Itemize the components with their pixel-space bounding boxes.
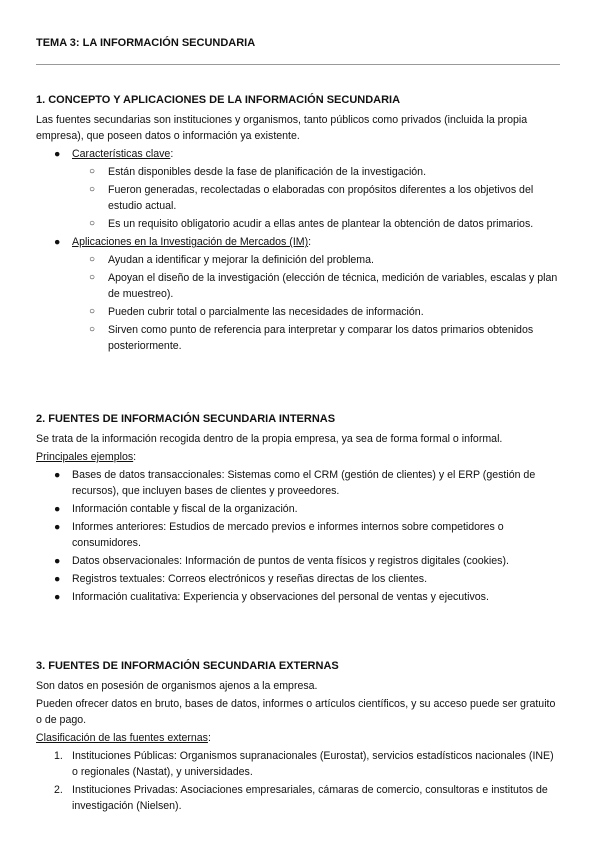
section-3-p1: Son datos en posesión de organismos ajenos a la empresa. (36, 680, 318, 692)
bullet-dot-icon: ● (54, 236, 61, 248)
list-item-text: Datos observacionales: Información de puntos de venta físicos y registros digitales (cookies). (72, 555, 509, 567)
sub-item (36, 216, 562, 232)
bullet-dot-icon: ● (54, 573, 61, 585)
sub-item-text: Ayudan a identificar y mejorar la definición del problema. (108, 254, 374, 266)
section-3-heading: 3. FUENTES DE INFORMACIÓN SECUNDARIA EXTERNAS (36, 660, 339, 672)
item-number: 2. (54, 784, 63, 796)
section-2-label: Principales ejemplos (36, 451, 134, 463)
circle-bullet-icon: ○ (89, 184, 96, 195)
bullet-suffix: : (170, 148, 174, 160)
title-divider (36, 64, 560, 65)
bullet-suffix: : (308, 236, 312, 248)
list-item-text: Informes anteriores: Estudios de mercado previos e informes internos sobre competidores o consumidores. (72, 521, 504, 549)
sub-item-text: Es un requisito obligatorio acudir a ellas antes de plantear la obtención de datos primarios. (108, 218, 534, 230)
bullet-dot-icon: ● (54, 469, 61, 481)
section-1-heading: 1. CONCEPTO Y APLICACIONES DE LA INFORMACIÓN SECUNDARIA (36, 94, 401, 106)
sub-item (36, 304, 562, 320)
list-item (36, 519, 562, 551)
section-3 (36, 658, 562, 816)
section-3-p2: Pueden ofrecer datos en bruto, bases de datos, informes o artículos científicos, y su acceso puede ser gratuito o de pago. (36, 698, 556, 726)
circle-bullet-icon: ○ (89, 324, 96, 335)
item-number: 1. (54, 750, 63, 762)
circle-bullet-icon: ○ (89, 272, 96, 283)
bullet-dot-icon: ● (54, 521, 61, 533)
circle-bullet-icon: ○ (89, 166, 96, 177)
bullet-dot-icon: ● (54, 148, 61, 160)
section-2 (36, 411, 562, 607)
numbered-item (36, 782, 562, 814)
list-item (36, 571, 562, 587)
bullet-label: Aplicaciones en la Investigación de Mercados (IM) (72, 236, 309, 248)
bullet-caracteristicas (36, 146, 562, 162)
list-item-text: Información contable y fiscal de la organización. (72, 503, 298, 515)
section-3-label-line (36, 730, 562, 746)
circle-bullet-icon: ○ (89, 306, 96, 317)
sub-item-text: Sirven como punto de referencia para interpretar y comparar los datos primarios obtenidos posteriormente. (108, 324, 534, 352)
circle-bullet-icon: ○ (89, 218, 96, 229)
section-2-intro: Se trata de la información recogida dentro de la propia empresa, ya sea de forma formal o informal. (36, 433, 503, 445)
list-item-text: Bases de datos transaccionales: Sistemas como el CRM (gestión de clientes) y el ERP (gestión de recursos), que incluyen bases de clientes y proveedores. (72, 469, 536, 497)
page-title: TEMA 3: LA INFORMACIÓN SECUNDARIA (36, 37, 256, 49)
bullet-dot-icon: ● (54, 555, 61, 567)
numbered-item (36, 748, 562, 780)
section-2-heading: 2. FUENTES DE INFORMACIÓN SECUNDARIA INTERNAS (36, 413, 336, 425)
sub-item (36, 182, 562, 214)
sub-item (36, 322, 562, 354)
section-3-label: Clasificación de las fuentes externas (36, 732, 208, 744)
bullet-dot-icon: ● (54, 503, 61, 515)
sub-item (36, 164, 562, 180)
sub-item (36, 252, 562, 268)
section-3-list (36, 748, 562, 814)
numbered-item-text: Instituciones Públicas: Organismos supranacionales (Eurostat), servicios estadísticos nacionales (INE) o regionales (Nastat), y universidades. (72, 750, 554, 778)
numbered-item-text: Instituciones Privadas: Asociaciones empresariales, cámaras de comercio, consultoras e institutos de investigación (Nielsen). (72, 784, 548, 812)
bullet-aplicaciones (36, 234, 562, 250)
list-item (36, 553, 562, 569)
section-1-list (36, 146, 562, 354)
sub-item (36, 270, 562, 302)
list-item (36, 467, 562, 499)
sub-item-text: Fueron generadas, recolectadas o elaboradas con propósitos diferentes a los objetivos del estudio actual. (108, 184, 534, 212)
section-2-label-line (36, 449, 562, 465)
label-suffix: : (207, 732, 211, 744)
list-item-text: Registros textuales: Correos electrónicos y reseñas directas de los clientes. (72, 573, 428, 585)
sub-item-text: Están disponibles desde la fase de planificación de la investigación. (108, 166, 427, 178)
list-item (36, 501, 562, 517)
sub-item-text: Apoyan el diseño de la investigación (elección de técnica, medición de variables, escalas y plan de muestreo). (108, 272, 558, 300)
label-suffix: : (133, 451, 137, 463)
section-1-intro: Las fuentes secundarias son instituciones y organismos, tanto públicos como privados (incluida la propia empresa), que poseen datos o información ya existente. (36, 114, 528, 142)
bullet-label: Características clave (72, 148, 171, 160)
circle-bullet-icon: ○ (89, 254, 96, 265)
bullet-dot-icon: ● (54, 591, 61, 603)
list-item-text: Información cualitativa: Experiencia y observaciones del personal de ventas y ejecutivos. (72, 591, 489, 603)
sub-item-text: Pueden cubrir total o parcialmente las necesidades de información. (108, 306, 424, 318)
section-2-list (36, 467, 562, 605)
section-1 (36, 92, 562, 356)
list-item (36, 589, 562, 605)
